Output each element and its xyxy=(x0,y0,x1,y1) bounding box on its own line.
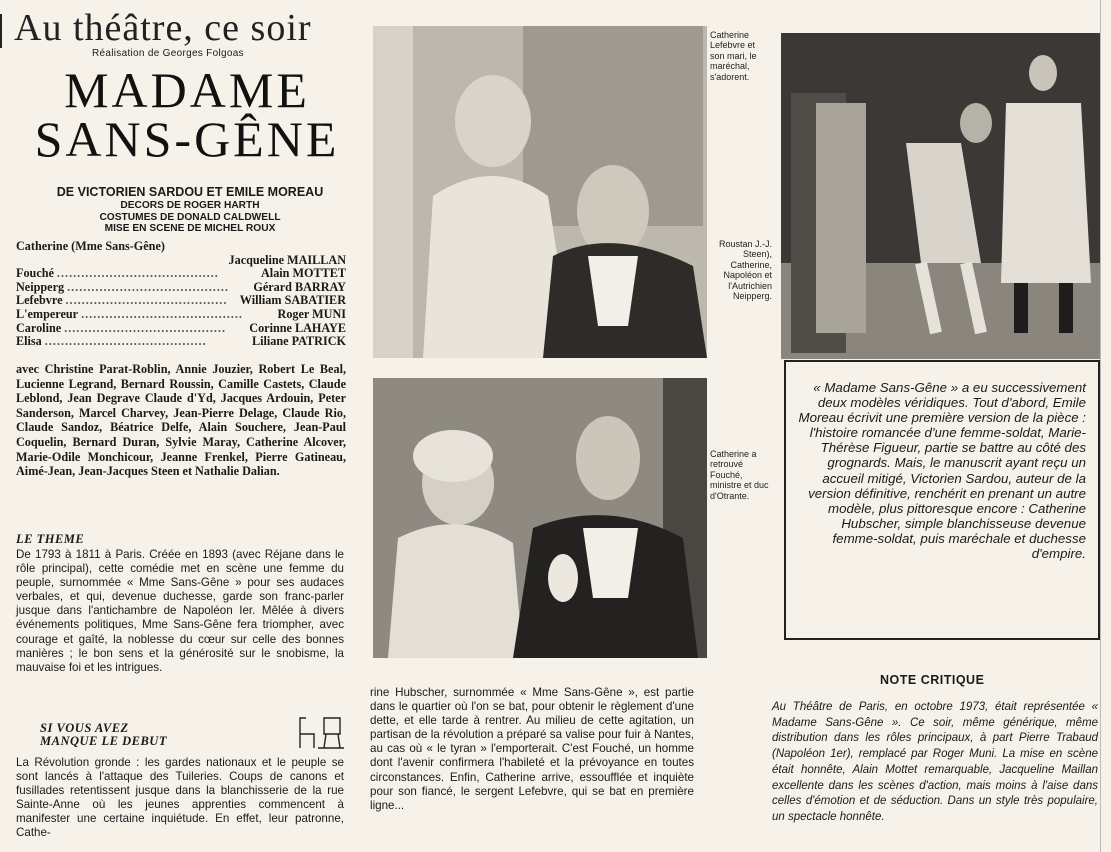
cast-row xyxy=(16,294,346,308)
dot-leader: ........................................ xyxy=(44,335,207,349)
cast-row xyxy=(16,322,346,336)
dot-leader xyxy=(16,254,229,268)
missed-start-continued: rine Hubscher, surnommée « Mme Sans-Gêne », est partie dans le quartier où l'on se bat, pour obtenir le règlement d'une dette, et elle tarde à rentrer. Au milieu de cette agitation, un partisan de la révolution a préparé sa valise pour fuir à Nantes, au cas où « le tyran » l'emporterait. C'est Fouché, un homme dont l'avenir confirmera l'habileté et la prévoyance en toutes circonstances. Enfin, Catherine arrive, essoufflée et inquiète pour son fiancé, le sergent Lefebvre, qui se bat en première ligne... xyxy=(370,686,694,812)
photo-roustan-napoleon xyxy=(781,33,1101,359)
dot-leader: ........................................ xyxy=(67,280,229,294)
play-title-line1: MADAME xyxy=(64,62,310,118)
cast-actor: Alain MOTTET xyxy=(261,267,346,281)
cast-actor: Jacqueline MAILLAN xyxy=(228,253,346,267)
chairs-icon xyxy=(296,714,346,750)
theme-heading: LE THEME xyxy=(16,532,85,546)
theme-text: De 1793 à 1811 à Paris. Créée en 1893 (avec Réjane dans le rôle principal), cette comédie met en scène une femme du peuple, surnommée « Mme Sans-Gêne » pour ses audaces verbales, et qui, devenue duchesse, garde son franc-parler jusque dans l'antichambre de Napoléon Ier. Mêlée à divers événements politiques, Mme Sans-Gêne fera triompher, avec courage et gaîté, la noblesse du cœur sur celle des bonnes manières ; le bon sens et la générosité sur le snobisme, la mauvaise foi et les intrigues. xyxy=(16,548,344,674)
missed-start-heading-line2: MANQUE LE DEBUT xyxy=(40,734,167,748)
authors-credit: DE VICTORIEN SARDOU ET EMILE MOREAU xyxy=(56,185,324,199)
decors-credit: DECORS DE ROGER HARTH xyxy=(120,200,260,211)
page-edge xyxy=(1100,0,1101,852)
cast-actor: William SABATIER xyxy=(239,294,346,308)
cast-actor: Corinne LAHAYE xyxy=(249,321,346,335)
costumes-credit: COSTUMES DE DONALD CALDWELL xyxy=(99,211,281,223)
play-title-line2: SANS-GÊNE xyxy=(34,111,340,167)
cast-role: Caroline xyxy=(16,321,62,335)
missed-start-text: La Révolution gronde : les gardes nationaux et le peuple se sont lancés à l'attaque des Tuileries. Coups de canons et fusillades retentissent jusque dans la blanchisserie de la rue Sainte-Anne où les jeunes apprenties commencent à manifester une certaine inquiétude. En effet, leur patronne, Cathe- xyxy=(16,756,344,840)
cast-actor: Gérard BARRAY xyxy=(253,280,346,294)
cast-first-role: Catherine (Mme Sans-Gêne) xyxy=(16,239,165,253)
dot-leader: ........................................ xyxy=(65,294,228,308)
dot-leader: ........................................ xyxy=(64,321,227,335)
photo-catherine-fouche xyxy=(373,378,707,658)
header-rule xyxy=(0,14,6,48)
play-title xyxy=(12,62,362,167)
cast-role: Elisa xyxy=(16,335,42,349)
note-critique-text: Au Théâtre de Paris, en octobre 1973, était représentée « Madame Sans-Gêne ». Ce soir, même générique, même distribution dans les rôles principaux, à part Pierre Trabaud (Napoléon 1er), remplacé par Roger Muni. La mise en scène était honnête, Alain Mottet remarquable, Jacqueline Maillan excellente dans les scènes d'action, mais moins à l'aise dans celles d'émotion et de séduction. Dans un style très populaire, un spectacle honnête. xyxy=(772,701,1098,823)
cast-actor: Liliane PATRICK xyxy=(251,335,346,349)
mise-en-scene-credit: MISE EN SCENE DE MICHEL ROUX xyxy=(104,223,276,234)
cast-role: Neipperg xyxy=(16,280,65,294)
cast-list xyxy=(16,240,346,349)
realisation-credit: Réalisation de Georges Folgoas xyxy=(92,48,244,59)
caption-photo1: Catherine Lefebvre et son mari, le maréchal, s'adorent. xyxy=(710,30,757,82)
series-title: Au théâtre, ce soir xyxy=(14,7,312,49)
credits xyxy=(14,185,366,235)
quote-text: « Madame Sans-Gêne » a eu successivement deux modèles véridiques. Tout d'abord, Emile Moreau écrivit une première version de la pièce : l'histoire romancée d'une femme-soldat, Marie-Thérèse Figueur, partie se battre au côté des grognards. Mais, le manuscrit ayant reçu un accueil mitigé, Victorien Sardou, auteur de la version définitive, renchérit en prenant un autre modèle, plus pittoresque encore : Catherine Hubscher, simple blanchisseuse devenue femme-soldat, puis maréchale et duchesse d'empire. xyxy=(798,380,1086,562)
photo-catherine-lefebvre xyxy=(373,26,707,358)
note-critique-heading: NOTE CRITIQUE xyxy=(880,673,985,687)
cast-row xyxy=(16,267,346,281)
cast-row xyxy=(16,281,346,295)
cast-row xyxy=(16,254,346,268)
cast-role: Lefebvre xyxy=(16,294,63,308)
cast-row xyxy=(16,335,346,349)
caption-photo2: Roustan J.-J. Steen), Catherine, Napoléon et l'Autrichien Neipperg. xyxy=(718,239,772,302)
caption-photo3: Catherine a retrouvé Fouché, ministre et duc d'Otrante. xyxy=(710,449,769,501)
supporting-cast: avec Christine Parat-Roblin, Annie Jouzier, Robert Le Beal, Lucienne Legrand, Bernard Roussin, Camille Castets, Claude Leblond, Jean Degrave Claude d'Yd, Jacques Ardouin, Peter Sanderson, Marcel Charvey, Jean-Pierre Delage, Claude Rio, Claude Sandoz, Béatrice Delfe, Alain Souchere, Jean-Paul Coquelin, Bernard Duran, Sylvie Maray, Catherine Alcover, Marie-Odile Monchicour, Jeanne Frenkel, Pierre Gatineau, Aimé-Jean, Jean-Jacques Steen et Nathalie Dalian. xyxy=(16,362,346,479)
dot-leader: ........................................ xyxy=(81,307,243,321)
cast-actor: Roger MUNI xyxy=(277,307,346,321)
missed-start-heading-line1: SI VOUS AVEZ xyxy=(40,721,129,735)
cast-row xyxy=(16,308,346,322)
cast-role: Fouché xyxy=(16,267,54,281)
cast-role: L'empereur xyxy=(16,307,79,321)
missed-start-heading xyxy=(40,722,280,748)
dot-leader: ........................................ xyxy=(56,267,219,281)
